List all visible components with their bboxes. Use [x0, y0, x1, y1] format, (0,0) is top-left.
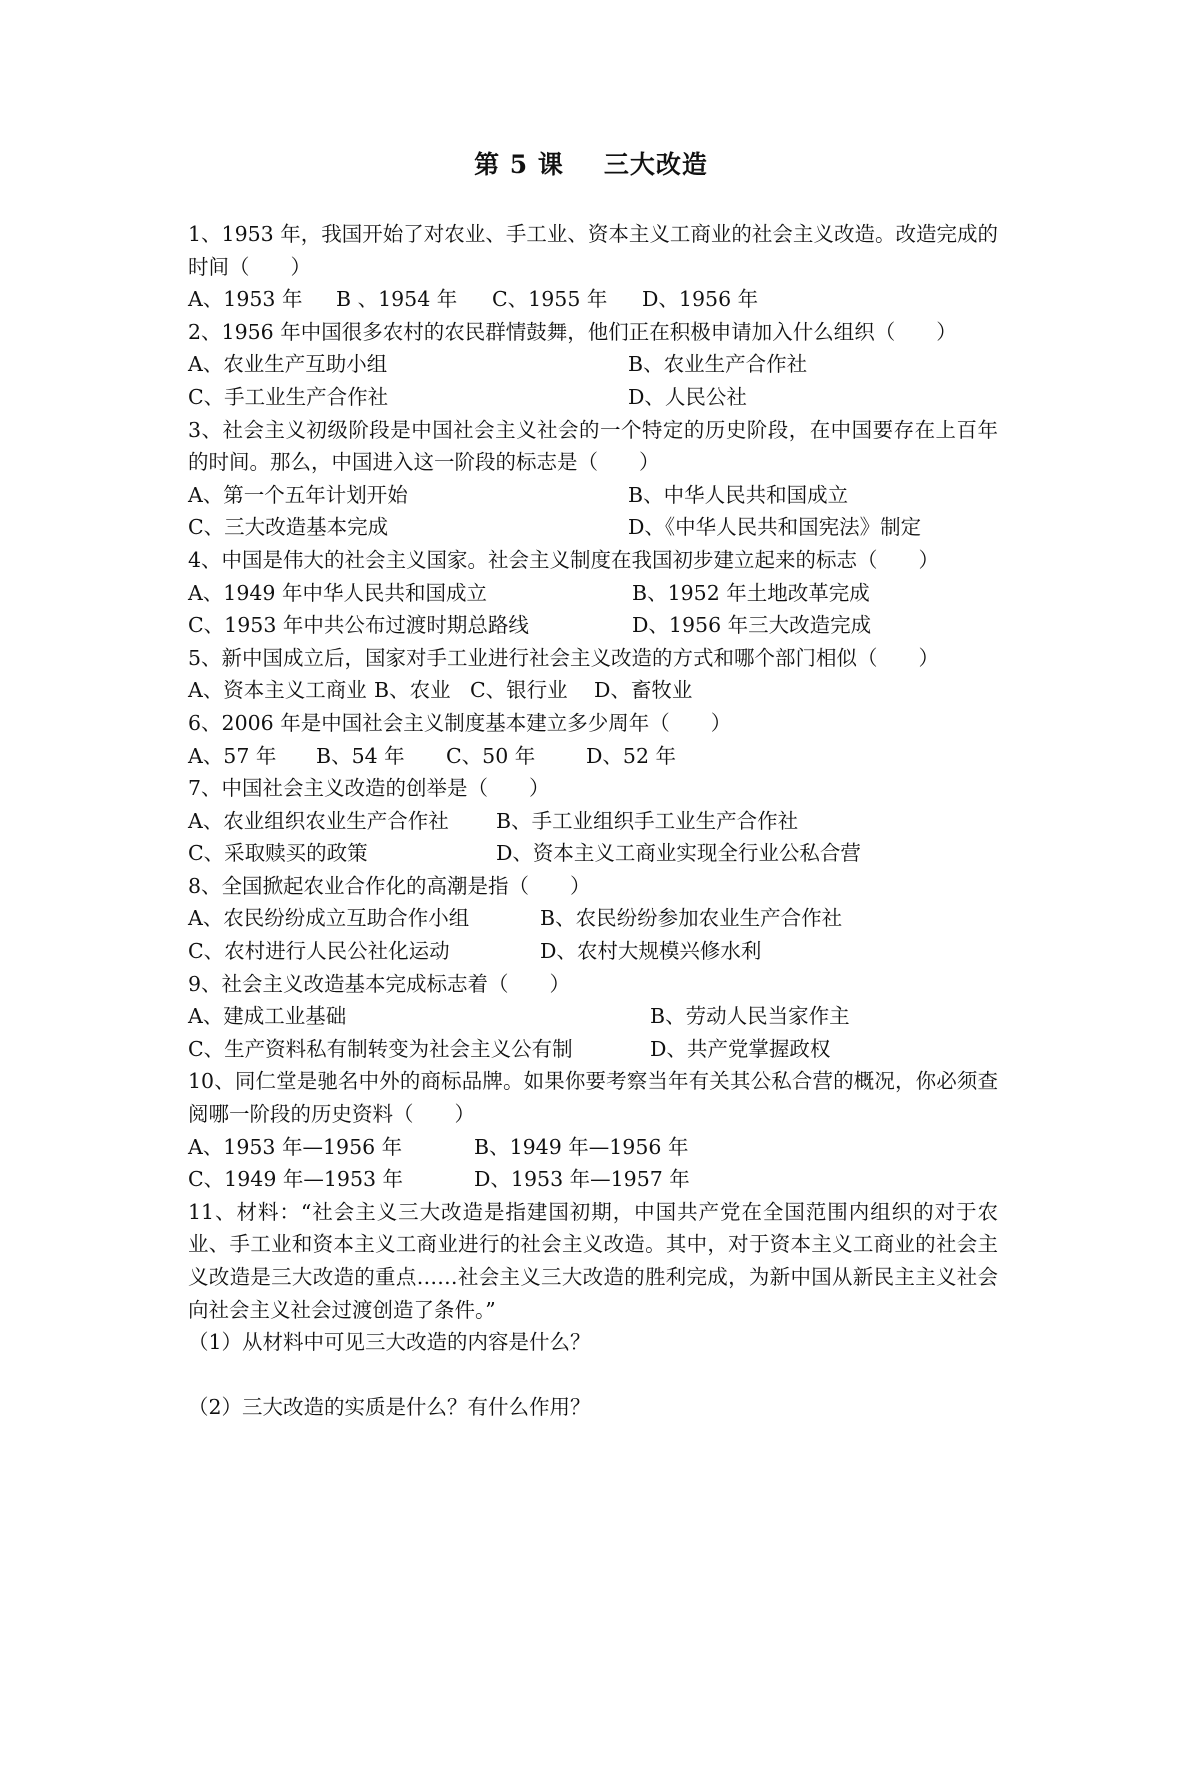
option-b: B、手工业组织手工业生产合作社 [496, 808, 799, 833]
question-list [188, 218, 998, 1424]
option-c: C、生产资料私有制转变为社会主义公有制 [188, 1036, 573, 1061]
question-7-options-row2 [188, 837, 998, 870]
question-6-options [188, 740, 998, 773]
option-c: C、50 年 [446, 743, 536, 768]
question-5-options [188, 674, 998, 707]
option-c: C、手工业生产合作社 [188, 384, 389, 409]
question-8-stem: 8、全国掀起农业合作化的高潮是指（ ） [188, 873, 591, 898]
option-b: B、农民纷纷参加农业生产合作社 [540, 906, 843, 931]
question-2-stem: 2、1956 年中国很多农村的农民群情鼓舞，他们正在积极申请加入什么组织（ ） [188, 319, 957, 344]
question-1-options [188, 283, 998, 316]
option-d: D、1956 年 [642, 287, 759, 312]
question-9-options-row1 [188, 1000, 998, 1033]
option-b: B、54 年 [316, 743, 405, 768]
option-a: A、1953 年—1956 年 [188, 1134, 403, 1159]
page-title [0, 148, 1182, 182]
option-d: D、1956 年三大改造完成 [632, 613, 872, 638]
question-7-options-row1 [188, 805, 998, 838]
option-c: C、1953 年中共公布过渡时期总路线 [188, 613, 529, 638]
option-c: C、1949 年—1953 年 [188, 1167, 404, 1192]
option-a: A、1949 年中华人民共和国成立 [188, 580, 487, 605]
option-a: A、农业生产互助小组 [188, 352, 388, 377]
question-3-stem: 3、社会主义初级阶段是中国社会主义社会的一个特定的历史阶段，在中国要存在上百年的时间。那么，中国进入这一阶段的标志是（ ） [188, 417, 998, 475]
question-3-options-row2 [188, 511, 998, 544]
question-4-options-row1 [188, 577, 998, 610]
option-c: C、农村进行人民公社化运动 [188, 939, 450, 964]
question-9-options-row2 [188, 1033, 998, 1066]
option-d: D、1953 年—1957 年 [474, 1167, 690, 1192]
option-d: D、农村大规模兴修水利 [540, 939, 762, 964]
question-6-stem: 6、2006 年是中国社会主义制度基本建立多少周年（ ） [188, 710, 732, 735]
lesson-number: 第 5 课 [474, 150, 564, 179]
option-b: B、1952 年土地改革完成 [632, 580, 870, 605]
option-b: B、农业 [374, 678, 451, 703]
option-a: A、农民纷纷成立互助合作小组 [188, 906, 470, 931]
material-question-text: 11、材料：“社会主义三大改造是指建国初期，中国共产党在全国范围内组织的对于农业、手工业和资本主义工商业进行的社会主义改造。其中，对于资本主义工商业的社会主义改造是三大改造的重点……社会主义三大改造的胜利完成，为新中国从新民主主义社会向社会主义社会过渡创造了条件。” [188, 1199, 998, 1322]
question-7-stem: 7、中国社会主义改造的创举是（ ） [188, 776, 550, 801]
question-4-options-row2 [188, 609, 998, 642]
lesson-name: 三大改造 [603, 150, 708, 179]
option-c: C、1955 年 [492, 287, 608, 312]
option-c: C、银行业 [470, 678, 568, 703]
material-sub-question-2: （2）三大改造的实质是什么？有什么作用？ [188, 1395, 591, 1420]
option-c: C、采取赎买的政策 [188, 841, 368, 866]
material-sub-question-1: （1）从材料中可见三大改造的内容是什么？ [188, 1330, 591, 1355]
question-9-stem: 9、社会主义改造基本完成标志着（ ） [188, 971, 571, 996]
option-b: B、1949 年—1956 年 [474, 1134, 689, 1159]
option-c: C、三大改造基本完成 [188, 515, 389, 540]
answer-space [188, 1359, 998, 1392]
option-d: D、共产党掌握政权 [650, 1036, 831, 1061]
question-4-stem: 4、中国是伟大的社会主义国家。社会主义制度在我国初步建立起来的标志（ ） [188, 547, 940, 572]
option-a: A、建成工业基础 [188, 1004, 347, 1029]
option-b: B、农业生产合作社 [628, 352, 808, 377]
question-8-options-row2 [188, 935, 998, 968]
question-10-options-row1 [188, 1131, 998, 1164]
question-10-stem: 10、同仁堂是驰名中外的商标品牌。如果你要考察当年有关其公私合营的概况，你必须查阅哪一阶段的历史资料（ ） [188, 1069, 998, 1127]
question-5-stem: 5、新中国成立后，国家对手工业进行社会主义改造的方式和哪个部门相似（ ） [188, 645, 940, 670]
option-b: B、中华人民共和国成立 [628, 482, 849, 507]
option-a: A、农业组织农业生产合作社 [188, 808, 449, 833]
option-a: A、57 年 [188, 743, 277, 768]
option-a: A、1953 年 [188, 287, 303, 312]
option-a: A、资本主义工商业 [188, 678, 367, 703]
option-b: B 、1954 年 [336, 287, 458, 312]
question-1-stem: 1、1953 年，我国开始了对农业、手工业、资本主义工商业的社会主义改造。改造完成的时间（ ） [188, 222, 998, 279]
question-3-options-row1 [188, 479, 998, 512]
option-d: D、《中华人民共和国宪法》制定 [628, 515, 922, 540]
question-2-options-row2 [188, 381, 998, 414]
option-b: B、劳动人民当家作主 [650, 1004, 850, 1029]
question-2-options-row1 [188, 348, 998, 381]
option-d: D、资本主义工商业实现全行业公私合营 [496, 841, 861, 866]
question-10-options-row2 [188, 1163, 998, 1196]
question-8-options-row1 [188, 902, 998, 935]
option-d: D、畜牧业 [594, 678, 693, 703]
option-a: A、第一个五年计划开始 [188, 482, 408, 507]
option-d: D、人民公社 [628, 384, 747, 409]
option-d: D、52 年 [586, 743, 677, 768]
